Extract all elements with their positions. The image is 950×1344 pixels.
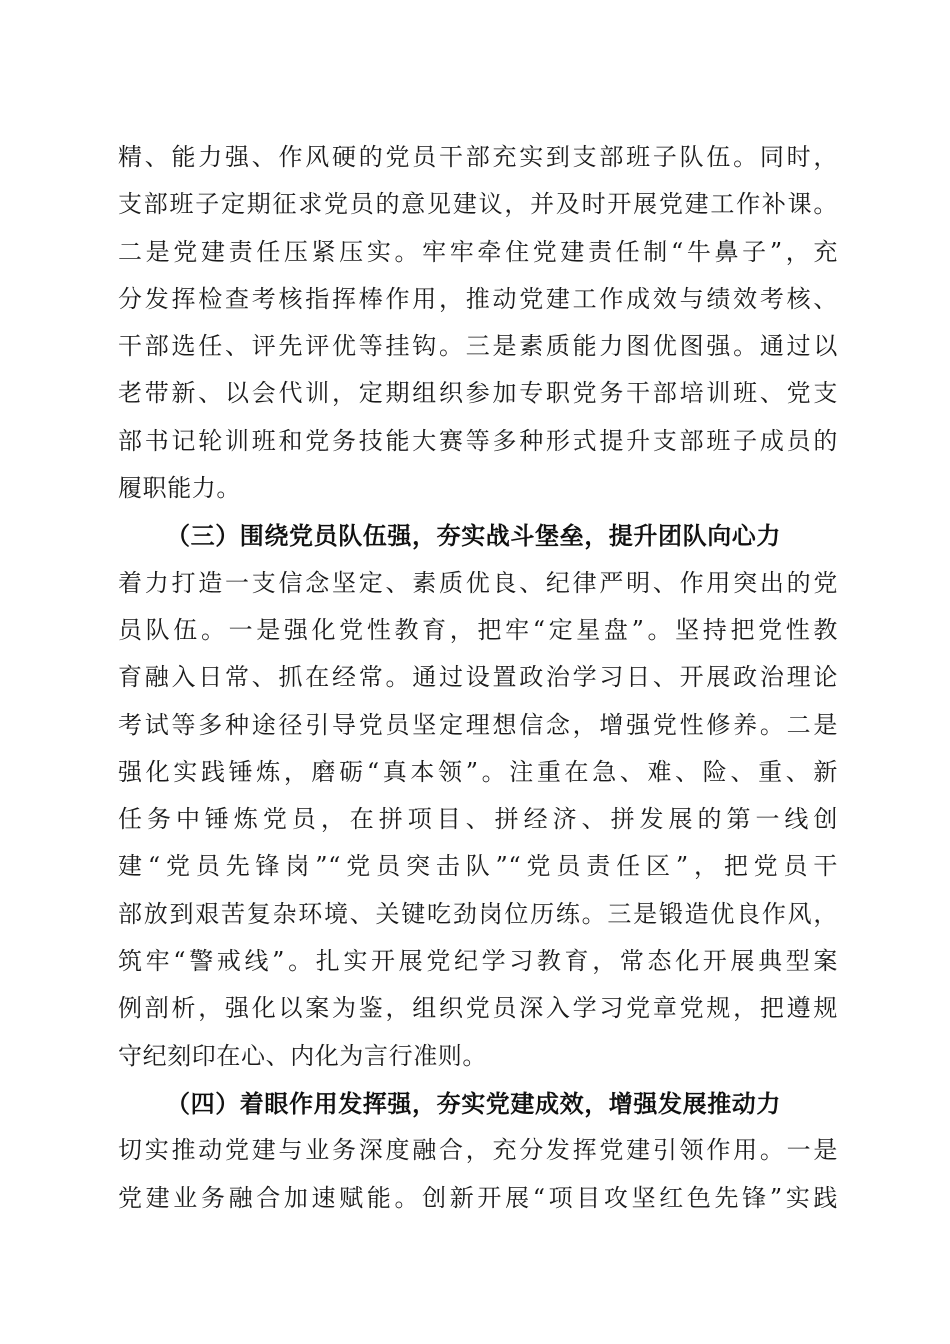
paragraph-line: 履职能力。 <box>118 474 241 503</box>
paragraph-line: 着力打造一支信念坚定、素质优良、纪律严明、作用突出的党 <box>118 568 838 597</box>
paragraph-line: 切实推动党建与业务深度融合，充分发挥党建引领作用。一是 <box>118 1136 838 1165</box>
section-heading: （四）着眼作用发挥强，夯实党建成效，增强发展推动力 <box>166 1088 781 1118</box>
paragraph-line: 精、能力强、作风硬的党员干部充实到支部班子队伍。同时， <box>118 143 838 171</box>
paragraph-line: 干部选任、评先评优等挂钩。三是素质能力图优图强。通过以 <box>118 332 838 361</box>
paragraph-line: 建“党员先锋岗”“党员突击队”“党员责任区”，把党员干 <box>118 852 838 881</box>
paragraph-line: 分发挥检查考核指挥棒作用，推动党建工作成效与绩效考核、 <box>118 284 838 313</box>
paragraph-line: 强化实践锤炼，磨砺“真本领”。注重在急、难、险、重、新 <box>118 757 838 786</box>
paragraph-line: 支部班子定期征求党员的意见建议，并及时开展党建工作补课。 <box>118 190 838 219</box>
paragraph-line: 员队伍。一是强化党性教育，把牢“定星盘”。坚持把党性教 <box>118 615 838 644</box>
paragraph-line: 老带新、以会代训，定期组织参加专职党务干部培训班、党支 <box>118 379 838 408</box>
paragraph-line: 部放到艰苦复杂环境、关键吃劲岗位历练。三是锻造优良作风， <box>118 899 838 928</box>
paragraph-line: 筑牢“警戒线”。扎实开展党纪学习教育，常态化开展典型案 <box>118 947 838 976</box>
document-body <box>118 134 838 1222</box>
paragraph-line: 二是党建责任压紧压实。牢牢牵住党建责任制“牛鼻子”，充 <box>118 237 838 266</box>
section-heading: （三）围绕党员队伍强，夯实战斗堡垒，提升团队向心力 <box>166 521 781 551</box>
paragraph-line: 考试等多种途径引导党员坚定理想信念，增强党性修养。二是 <box>118 710 838 739</box>
paragraph-line: 党建业务融合加速赋能。创新开展“项目攻坚红色先锋”实践 <box>118 1183 838 1212</box>
paragraph-line: 守纪刻印在心、内化为言行准则。 <box>118 1041 487 1070</box>
paragraph-line: 育融入日常、抓在经常。通过设置政治学习日、开展政治理论 <box>118 663 838 692</box>
paragraph-line: 部书记轮训班和党务技能大赛等多种形式提升支部班子成员的 <box>118 426 838 455</box>
paragraph-line: 例剖析，强化以案为鉴，组织党员深入学习党章党规，把遵规 <box>118 994 838 1023</box>
paragraph-line: 任务中锤炼党员，在拼项目、拼经济、拼发展的第一线创 <box>118 805 838 834</box>
